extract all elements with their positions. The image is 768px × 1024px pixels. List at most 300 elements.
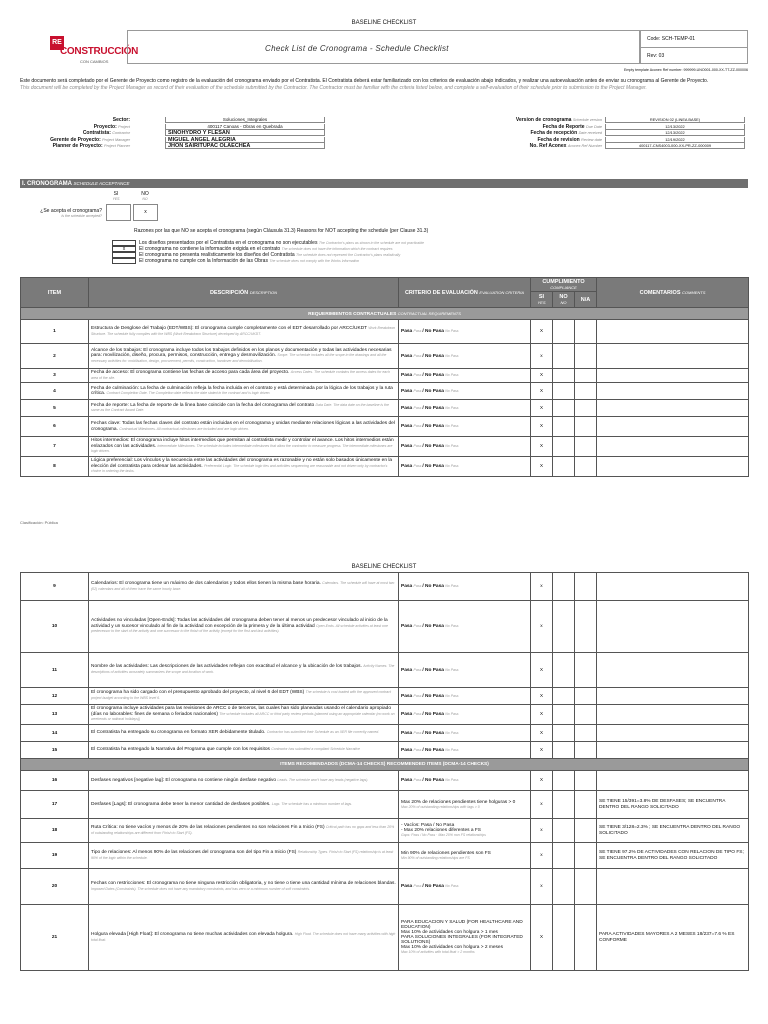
crit-line: Min 90% de relaciones pendientes son FS <box>401 850 491 856</box>
crit-pass-en: Pass <box>413 353 423 358</box>
crit-nopass-en: No Pass <box>445 778 459 782</box>
item-description <box>89 771 399 791</box>
si-header <box>106 191 126 201</box>
compliance-no-cell[interactable] <box>553 725 575 742</box>
item-description-text: Fecha de reporte: La fecha de reporte de la línea base coincide con la fecha del cronograma del contrato <box>91 402 316 408</box>
crit-nopass-en: No Pass <box>445 712 459 716</box>
table-row <box>21 905 749 971</box>
col-com-label: COMENTARIOS <box>639 289 681 296</box>
item-number: 3 <box>21 369 89 383</box>
table-row <box>21 819 749 843</box>
info-row <box>440 124 750 130</box>
table-row <box>21 653 749 688</box>
reason-checkbox[interactable]: x <box>112 246 136 252</box>
item-comment[interactable]: SE TIENE 15/391=3.8% DE DESFASES; SE ENCUENTRA DENTRO DEL RANGO SOLICITADO <box>597 791 749 819</box>
compliance-na-cell[interactable] <box>575 457 597 477</box>
compliance-yes-cell[interactable]: x <box>531 843 553 869</box>
info-label-en: Date received <box>578 131 602 135</box>
item-description-text: Lógica preferencial: Los vínculos y la secuencia entre las actividades del cronograma es razonable y no están solo basados únicamente en la elección del contratista para ordenar las actividades. <box>91 458 393 469</box>
item-criteria <box>399 869 531 905</box>
info-label-text: Version de cronograma <box>515 117 573 123</box>
item-comment[interactable] <box>597 688 749 705</box>
info-label-text: Proyecto: <box>93 123 119 130</box>
item-comment[interactable] <box>597 705 749 725</box>
crit-nopass-en: No Pass <box>445 353 459 358</box>
compliance-no-cell[interactable] <box>553 437 575 457</box>
compliance-yes-cell[interactable]: x <box>531 573 553 601</box>
compliance-no-cell[interactable] <box>553 653 575 688</box>
compliance-yes-cell[interactable]: X <box>531 688 553 705</box>
compliance-yes-cell[interactable]: X <box>531 437 553 457</box>
item-description-text: Tipo de relaciones: Al menos 90% de las relaciones del cronograma son del tipo Fin a Inicio (FS) <box>91 849 298 855</box>
item-comment[interactable] <box>597 400 749 417</box>
info-row <box>20 137 350 143</box>
crit-nopass-en: No Pass <box>445 730 459 735</box>
item-criteria <box>399 344 531 369</box>
compliance-na-cell[interactable] <box>575 417 597 437</box>
info-label-en: Aconex Ref Number <box>567 144 602 148</box>
crit-nopass: / No Pasa <box>422 624 446 629</box>
compliance-no-cell[interactable] <box>553 905 575 971</box>
info-label-text: Gerente de Proyecto: <box>50 136 103 143</box>
col-na-label: N/A <box>580 296 591 303</box>
item-comment[interactable] <box>597 437 749 457</box>
question-text-en: Is the schedule accepted? <box>61 214 102 218</box>
table-row <box>21 573 749 601</box>
compliance-yes-cell[interactable]: X <box>531 383 553 400</box>
compliance-na-cell[interactable] <box>575 320 597 344</box>
info-value: REVISION 02 (LINEA BASE) <box>605 117 745 123</box>
table-row <box>21 771 749 791</box>
info-value: Soluciones_Integrales <box>165 117 325 123</box>
acceptance-question <box>30 208 102 218</box>
info-label <box>440 124 602 130</box>
table-row <box>21 369 749 383</box>
item-description <box>89 869 399 905</box>
item-description-text: Desfases [Lags]: El cronograma debe tener la menor cantidad de desfases posibles. <box>91 801 272 807</box>
table-row <box>21 843 749 869</box>
reason-text: Los diseños presentados por el Contratista en el cronograma no son ejecutables <box>139 240 319 246</box>
accept-yes-checkbox[interactable] <box>106 204 131 221</box>
page-gap <box>0 528 768 556</box>
item-criteria <box>399 437 531 457</box>
item-criteria <box>399 383 531 400</box>
info-label-en: Due Date <box>585 124 602 129</box>
compliance-na-cell[interactable] <box>575 383 597 400</box>
compliance-no-cell[interactable] <box>553 601 575 653</box>
crit-nopass-en: No Pass <box>445 444 459 449</box>
item-description <box>89 742 399 759</box>
crit-pass-en: Pass <box>413 778 423 782</box>
info-label <box>20 130 130 136</box>
crit-nopass: / No Pasa <box>422 884 446 889</box>
item-description-text: Ruta Crítica: no tiene vacíos y menos de 20% de las relaciones pendientes no son relaciones Fin a Inicio (FS) <box>91 824 326 830</box>
col-si-label: SI <box>538 293 545 300</box>
compliance-no-cell[interactable] <box>553 417 575 437</box>
item-comment[interactable] <box>597 742 749 759</box>
info-label-text: Planner de Proyecto: <box>52 143 105 149</box>
item-description <box>89 905 399 971</box>
col-no-label: NO <box>559 293 568 300</box>
crit-nopass: / No Pasa <box>422 584 446 589</box>
rev-label: Rev: 03 <box>647 53 665 59</box>
item-criteria <box>399 705 531 725</box>
item-comment[interactable] <box>597 369 749 383</box>
crit-line: - Max 20% relaciones diferentes a FS <box>401 828 481 833</box>
table-row <box>21 791 749 819</box>
item-comment[interactable] <box>597 457 749 477</box>
compliance-no-cell[interactable] <box>553 369 575 383</box>
crit-nopass-en: No Pass <box>445 693 459 698</box>
item-description <box>89 653 399 688</box>
col-desc-label-en: DESCRIPTION <box>249 289 278 295</box>
item-criteria <box>399 742 531 759</box>
compliance-yes-cell[interactable]: X <box>531 400 553 417</box>
info-label-en: Schedule version <box>572 118 602 122</box>
table-row <box>21 705 749 725</box>
info-label <box>440 137 602 143</box>
item-description-text: Fechas con restricciones: El cronograma no tiene ninguna restricción obligatoria, y no tiene o tiene una cantidad mínima de relaciones blandas. <box>91 880 396 886</box>
info-label-text: Contratista: <box>82 130 113 136</box>
crit-pass-en: Pass <box>413 712 423 716</box>
info-label-text: Fecha de revision <box>537 136 582 143</box>
item-description-en: The schedule includes all ARCC or third party review periods (planned using an appropriate calendar (no work on weekends or national holidays)) <box>91 711 395 722</box>
compliance-na-cell[interactable] <box>575 344 597 369</box>
compliance-yes-cell[interactable]: X <box>531 320 553 344</box>
compliance-no-cell[interactable] <box>553 320 575 344</box>
si-label-en: YES <box>112 197 120 201</box>
item-description <box>89 417 399 437</box>
item-criteria <box>399 417 531 437</box>
info-label <box>20 124 130 130</box>
item-number: 4 <box>21 383 89 400</box>
item-criteria <box>399 771 531 791</box>
item-description-text: El cronograma ha sido cargado con el presupuesto aprobado del proyecto, al nivel 6 del EDT (WBS) <box>91 690 306 696</box>
crit-pass-en: Pass <box>413 884 423 888</box>
item-description-en: Intermediate Milestones. The schedule includes intermediate milestones that allow the contractor to measure progress. The intermediate milestones are logic driven. <box>91 443 393 454</box>
item-number: 7 <box>21 437 89 457</box>
si-label: SI <box>113 191 119 197</box>
page-title-2: BASELINE CHECKLIST <box>351 564 417 570</box>
crit-line: Max 10% de actividades con holgura > 1 mes <box>401 930 498 935</box>
info-label <box>440 117 602 123</box>
intro-spanish: Este documento será completado por el Gerente de Proyecto como registro de la evaluación del cronograma enviado por el Contratista. El Contratista deberá estar familiarizado con los criterios de evaluación abajo indicados, y realizar una autoevaluación antes de enviar su cronograma al Gerente de Proyecto. <box>20 78 709 84</box>
item-description-en: Contractor has submitted a compliant Schedule Narrative <box>271 747 360 752</box>
item-description <box>89 400 399 417</box>
compliance-yes-cell[interactable]: x <box>531 869 553 905</box>
compliance-no-cell[interactable] <box>553 791 575 819</box>
item-number: 1 <box>21 320 89 344</box>
crit-nopass: / No Pasa <box>422 405 446 411</box>
info-row <box>440 143 750 149</box>
crit-pass-en: Pass <box>413 373 423 378</box>
reason-text: El cronograma no contiene la información exigida en el contrato <box>139 246 282 252</box>
crit-pass: Pasa <box>401 405 414 411</box>
item-description-en: Contract Completion Date. The Completion date reflects the date stated in the contract and is logic driven. <box>106 391 271 396</box>
item-number: 6 <box>21 417 89 437</box>
compliance-yes-cell[interactable]: x <box>531 819 553 843</box>
table-row <box>21 601 749 653</box>
compliance-no-cell[interactable] <box>553 742 575 759</box>
compliance-yes-cell[interactable]: X <box>531 653 553 688</box>
col-no <box>553 292 575 308</box>
item-number: 16 <box>21 771 89 791</box>
item-comment[interactable] <box>597 573 749 601</box>
code-box <box>640 30 748 64</box>
document-title: Check List de Cronograma - Schedule Checklist <box>265 44 449 53</box>
item-description-text: Hitos intermedios: El cronograma incluye hitos intermedios que permitan al contratista medir y controlar el avance. Los hitos intermedios están enlazados con las actividades. <box>91 438 394 449</box>
compliance-na-cell[interactable] <box>575 437 597 457</box>
compliance-na-cell[interactable] <box>575 905 597 971</box>
section-title-en: SCHEDULE ACCEPTANCE <box>73 181 130 186</box>
item-description-en: Scope. The schedule includes all the scope in the drawings and all the necessary activities for: mobilisation, design, procurement, permits, construction, handover and demobilisation. <box>91 353 387 363</box>
item-number: 20 <box>21 869 89 905</box>
item-description-en: Leads. The schedule won't have any leads (negative lags). <box>277 777 369 782</box>
reason-text: El cronograma no cumple con la Información de las Obras <box>139 258 270 264</box>
crit-pass-en: Pass <box>413 730 423 735</box>
item-description-en: Work Breakdown Structure. The schedule fully complies with the WBS (Work Breakdown Structure) developed by ARCC/UKDT. <box>91 325 396 336</box>
compliance-na-cell[interactable] <box>575 688 597 705</box>
reasons-list <box>112 240 472 264</box>
code-label: Code: SCH-TEMP-01 <box>641 31 747 48</box>
item-description-en: High Float. The schedule does not have many activities with high total float. <box>91 931 396 942</box>
compliance-na-cell[interactable] <box>575 653 597 688</box>
compliance-yes-cell[interactable]: x <box>531 344 553 369</box>
reasons-title: Razones por las que NO se acepta el cronograma (según Cláusula 31.3) Reasons for NOT accepting the schedule (per Clause 31.3) <box>134 228 429 234</box>
compliance-yes-cell[interactable]: X <box>531 905 553 971</box>
item-criteria <box>399 457 531 477</box>
compliance-na-cell[interactable] <box>575 601 597 653</box>
col-crit-label: CRITERIO DE EVALUACIÓN <box>404 289 478 296</box>
info-value: 12/13/2022 <box>605 124 745 130</box>
compliance-yes-cell[interactable]: X <box>531 771 553 791</box>
item-comment[interactable]: PARA ACTIVIDADES MAYORES A 2 MESES 18/237=7.6 % ES CONFORME <box>597 905 749 971</box>
compliance-yes-cell[interactable]: X <box>531 369 553 383</box>
crit-nopass-en: No Pass <box>445 584 459 588</box>
item-description-en: Open-Ends. All schedule activities at least one predecessor to the start of the activity and one successor to the finish of the activity (except for the first and last activities). <box>91 623 388 634</box>
compliance-no-cell[interactable] <box>553 705 575 725</box>
info-value: MIGUEL ANGEL ALEGRIA <box>165 137 325 143</box>
no-header <box>135 191 155 201</box>
compliance-na-cell[interactable] <box>575 573 597 601</box>
item-description-en: Calendars. The schedule will have at most two (02) calendars and all of them have the same hourly base. <box>91 580 395 591</box>
compliance-no-cell[interactable] <box>553 843 575 869</box>
subheader-recommended <box>21 759 749 771</box>
item-description <box>89 843 399 869</box>
col-desc-label: DESCRIPCIÓN <box>209 289 249 296</box>
compliance-no-cell[interactable] <box>553 344 575 369</box>
compliance-na-cell[interactable] <box>575 819 597 843</box>
item-description-text: Alcance de los trabajos: El cronograma incluye todos los trabajos definidos en los planos y documentación y todas las actividades necesarias para: movilización, diseño, procura, permisos, construcción, entrega y desmovilización. <box>91 347 392 359</box>
intro-text <box>20 78 750 91</box>
reason-text-en: The schedule does not represent the Contractor's plans realistically <box>296 253 401 257</box>
item-description-text: El cronograma incluye actividades para las revisiones de ARCC o de terceros, las cuales han sido planeadas usando el calendario apropiado (días no laborables: fines de semana o feriados nacionales) <box>91 706 391 717</box>
compliance-no-cell[interactable] <box>553 383 575 400</box>
crit-line-en: Gaps: Pass / No Pass · Max 20% non FS relationships <box>401 833 486 837</box>
compliance-na-cell[interactable] <box>575 725 597 742</box>
crit-line-en: Min 90% of outstanding relationships are FS <box>401 855 470 860</box>
subheader-contractual-label: REQUERIMIENTOS CONTRACTUALES <box>308 311 397 317</box>
crit-line: PARA SOLUCIONES INTEGRALES (FOR INTEGRATED SOLUTIONS) <box>401 935 523 945</box>
item-comment[interactable] <box>597 771 749 791</box>
info-value: JHON SAIRITUPAC OLAECHEA <box>165 143 325 149</box>
crit-pass-en: Pass <box>413 405 423 410</box>
compliance-no-cell[interactable] <box>553 688 575 705</box>
logo-brand: CONSTRUCCIÓN <box>60 46 139 57</box>
item-comment[interactable] <box>597 417 749 437</box>
crit-pass: Pasa <box>401 353 414 359</box>
compliance-na-cell[interactable] <box>575 369 597 383</box>
item-number: 15 <box>21 742 89 759</box>
crit-nopass: / No Pasa <box>422 464 446 470</box>
compliance-no-cell[interactable] <box>553 771 575 791</box>
item-description-en: Imposed Dates (Constraints). The schedule does not have any mandatory constraints, and has zero or a minimum number of soft constraints. <box>91 886 311 891</box>
crit-pass: Pasa <box>401 747 414 753</box>
page-2 <box>0 556 768 1024</box>
logo-subtitle: CON CAMBIOS <box>80 59 109 64</box>
col-no-label-en: NO <box>560 299 567 305</box>
item-number: 21 <box>21 905 89 971</box>
item-comment[interactable] <box>597 725 749 742</box>
item-comment[interactable] <box>597 320 749 344</box>
info-row <box>440 117 750 123</box>
info-value: 12/13/2022 <box>605 130 745 136</box>
info-label <box>20 143 130 149</box>
template-number: Empty template Aconex Ref number: 999999-UNO001-000-XX-TT-ZZ-000006 <box>623 68 748 72</box>
crit-pass: Pasa <box>401 424 414 430</box>
crit-nopass: / No Pasa <box>422 388 446 394</box>
reason-text-en: The Contractor's plans as shown in the schedule are not practicable <box>318 241 424 245</box>
item-description-text: Estructura de Desglose del Trabajo (EDT/WBS): El cronograma cumple completamente con el EDT desarrollado por ARCC/UKDT <box>91 325 369 331</box>
page-title: BASELINE CHECKLIST <box>351 20 417 26</box>
item-description-en: Lags. The schedule has a minimum number of lags. <box>271 801 353 806</box>
info-label <box>440 143 602 149</box>
crit-nopass-en: No Pass <box>445 884 459 888</box>
reason-item <box>112 258 472 264</box>
item-criteria <box>399 369 531 383</box>
item-description <box>89 437 399 457</box>
item-comment[interactable] <box>597 653 749 688</box>
info-label-en: Project Planner <box>104 144 130 148</box>
crit-nopass: / No Pasa <box>422 353 446 359</box>
item-comment[interactable] <box>597 344 749 369</box>
no-label-en: NO <box>142 197 148 201</box>
compliance-yes-cell[interactable]: x <box>531 601 553 653</box>
item-comment[interactable]: SE TIENE 3/128=2.3% ; SE ENCUENTRA DENTRO DEL RANGO SOLICITADO <box>597 819 749 843</box>
item-comment[interactable] <box>597 869 749 905</box>
item-number: 5 <box>21 400 89 417</box>
item-comment[interactable] <box>597 601 749 653</box>
compliance-no-cell[interactable] <box>553 573 575 601</box>
crit-pass: Pasa <box>401 730 414 736</box>
item-criteria <box>399 400 531 417</box>
item-description-en: Data Date. The data date on the baseline is the same as the Contract Award Date. <box>91 402 389 413</box>
crit-line-en: Max 10% of activities with total float > 2 months <box>401 950 475 954</box>
crit-nopass-en: No Pass <box>445 373 459 378</box>
logo-mark: RE <box>50 36 64 50</box>
compliance-na-cell[interactable] <box>575 742 597 759</box>
info-row <box>20 143 350 149</box>
compliance-na-cell[interactable] <box>575 869 597 905</box>
table-row <box>21 457 749 477</box>
subheader-recommended-label: ITEMS RECOMENDADOS (DCMA-14 CHECKS) <box>280 762 386 767</box>
col-si-label-en: YES <box>537 299 546 305</box>
compliance-yes-cell[interactable]: X <box>531 725 553 742</box>
info-value: SINOHYDRO Y FLESAN <box>165 130 325 136</box>
company-logo <box>50 36 139 66</box>
item-description <box>89 819 399 843</box>
compliance-no-cell[interactable] <box>553 869 575 905</box>
crit-nopass: / No Pasa <box>422 444 446 450</box>
crit-pass: Pasa <box>401 667 414 673</box>
section-schedule-acceptance <box>20 179 748 188</box>
accept-no-checkbox[interactable]: x <box>133 204 158 221</box>
col-description <box>89 278 399 308</box>
subheader-contractual <box>21 308 749 320</box>
info-label-text: Sector: <box>112 117 130 123</box>
compliance-no-cell[interactable] <box>553 819 575 843</box>
compliance-na-cell[interactable] <box>575 400 597 417</box>
item-description-text: Nombre de las actividades: Las descripciones de las actividades reflejan con exactitud el alcance y la ubicación de los trabajos. <box>91 664 364 670</box>
compliance-na-cell[interactable] <box>575 705 597 725</box>
reason-checkbox[interactable] <box>112 258 136 264</box>
reason-text-en: The schedule does not have the information which the contract requires <box>281 247 393 251</box>
item-comment[interactable] <box>597 383 749 400</box>
table-row <box>21 869 749 905</box>
item-description-text: El Contratista ha entregado la Narrativa del Programa que cumple con los requisitos <box>91 747 272 753</box>
info-label-en: Review date <box>581 137 602 142</box>
table-row <box>21 344 749 369</box>
crit-nopass: / No Pasa <box>422 712 446 717</box>
item-description-text: Holgura elevada [High Float]: El cronograma no tiene muchas actividades con elevada holgura. <box>91 931 295 937</box>
item-description <box>89 573 399 601</box>
checklist-table-1 <box>20 277 749 477</box>
item-description <box>89 457 399 477</box>
compliance-na-cell[interactable] <box>575 843 597 869</box>
item-description-en: Critical path has no gaps and less than 20% of outstanding relationships are different from Finish to Start (FS). <box>91 824 395 835</box>
compliance-no-cell[interactable] <box>553 457 575 477</box>
no-label: NO <box>141 191 149 197</box>
info-label <box>440 130 602 136</box>
compliance-yes-cell[interactable]: X <box>531 705 553 725</box>
item-criteria <box>399 725 531 742</box>
crit-line: PARA EDUCACION Y SALUD (FOR HEALTHCARE AND EDUCATION) <box>401 920 523 930</box>
compliance-yes-cell[interactable]: X <box>531 742 553 759</box>
crit-line-en: Max 20% of outstanding relationships with lags > 0 <box>401 804 480 809</box>
compliance-yes-cell[interactable]: X <box>531 457 553 477</box>
compliance-na-cell[interactable] <box>575 791 597 819</box>
col-crit-label-en: EVALUATION CRITERIA <box>479 289 525 295</box>
item-description-text: Actividades no vinculadas [Open-Ends]: Todas las actividades del cronograma deben tener al menos un predecesor vinculado al inicio de la actividad y un sucesor vinculado al fin de la actividad con excepción de la primera y de la última actividad <box>91 618 388 629</box>
compliance-yes-cell[interactable]: X <box>531 417 553 437</box>
crit-nopass: / No Pasa <box>422 730 446 736</box>
info-label <box>20 137 130 143</box>
crit-pass: Pasa <box>401 329 414 334</box>
crit-pass: Pasa <box>401 693 414 699</box>
item-number: 11 <box>21 653 89 688</box>
crit-nopass: / No Pasa <box>422 424 446 430</box>
item-criteria <box>399 819 531 843</box>
compliance-no-cell[interactable] <box>553 400 575 417</box>
info-label-text: Fecha de Reporte <box>542 123 586 130</box>
crit-nopass-en: No Pass <box>445 747 459 752</box>
compliance-yes-cell[interactable]: x <box>531 791 553 819</box>
item-comment[interactable]: SE TIENE 97.2% DE ACTIVIDADES CON RELACION DE TIPO FS; SE ENCUENTRA DENTRO DEL RANGO SOLICITADO <box>597 843 749 869</box>
info-row <box>20 130 350 136</box>
col-compliance <box>531 278 597 292</box>
col-na <box>575 292 597 308</box>
compliance-na-cell[interactable] <box>575 771 597 791</box>
